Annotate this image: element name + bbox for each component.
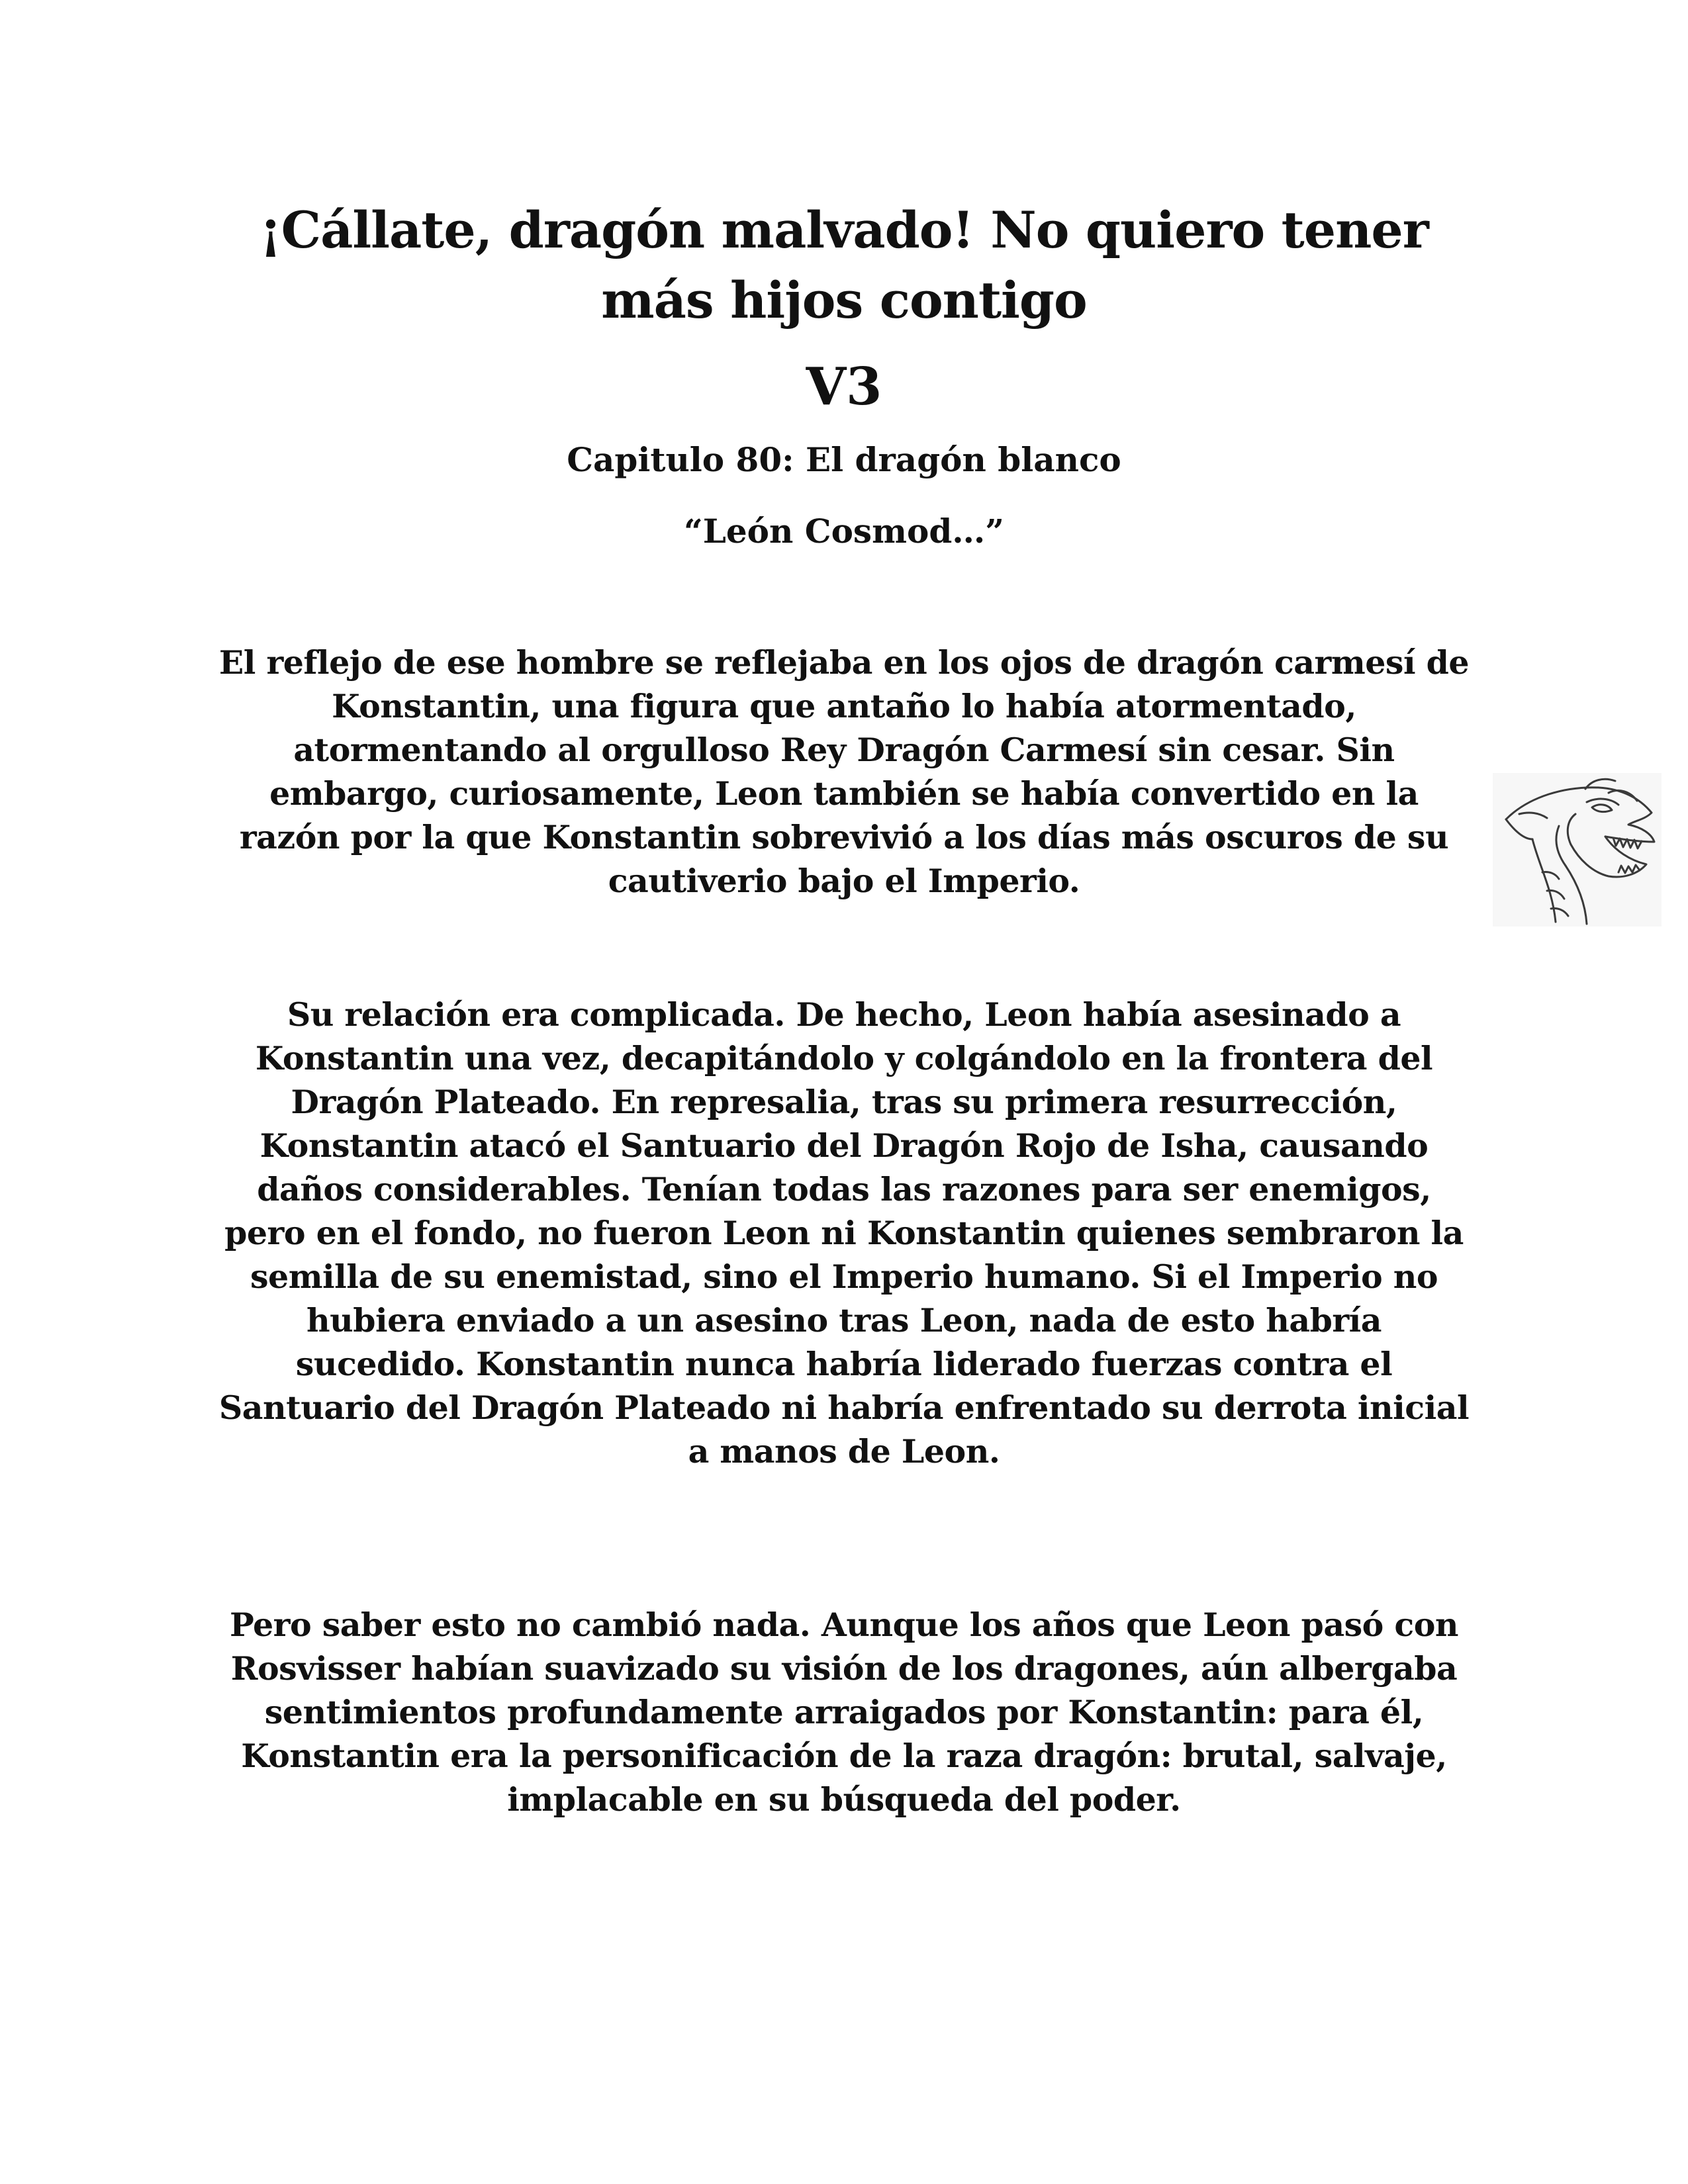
paragraph: El reflejo de ese hombre se reflejaba en los ojos de dragón carmesí de Konstantin, una figura que antaño lo había atormentado, atormentando al orgulloso Rey Dragón Carmesí sin cesar. Sin embargo, curiosamente, Leon también se había convertido en la razón por la que Konstantin sobrevivió a los días más oscuros de su cautiverio bajo el Imperio.	[218, 643, 1470, 900]
book-title: ¡Cállate, dragón malvado! No quiero tener más hijos contigo	[259, 201, 1429, 330]
dragon-head-sketch-icon	[1493, 773, 1662, 927]
chapter-heading: Capitulo 80: El dragón blanco	[567, 440, 1121, 479]
paragraph: Su relación era complicada. De hecho, Leon había asesinado a Konstantin una vez, decapitándolo y colgándolo en la frontera del Dragón Plateado. En represalia, tras su primera resurrección, Konstantin atacó el Santuario del Dragón Rojo de Isha, causando daños considerables. Tenían todas las razones para ser enemigos, pero en el fondo, no fueron Leon ni Konstantin quienes sembraron la semilla de su enemistad, sino el Imperio humano. Si el Imperio no hubiera enviado a un asesino tras Leon, nada de esto habría sucedido. Konstantin nunca habría liderado fuerzas contra el Santuario del Dragón Plateado ni habría enfrentado su derrota inicial a manos de Leon.	[218, 995, 1470, 1471]
opening-quote: “León Cosmod…”	[683, 512, 1005, 551]
paragraph: Pero saber esto no cambió nada. Aunque los años que Leon pasó con Rosvisser habían suavizado su visión de los dragones, aún albergaba sentimientos profundamente arraigados por Konstantin: para él, Konstantin era la personificación de la raza dragón: brutal, salvaje, implacable en su búsqueda del poder.	[229, 1606, 1459, 1819]
volume-label: V3	[806, 357, 882, 417]
